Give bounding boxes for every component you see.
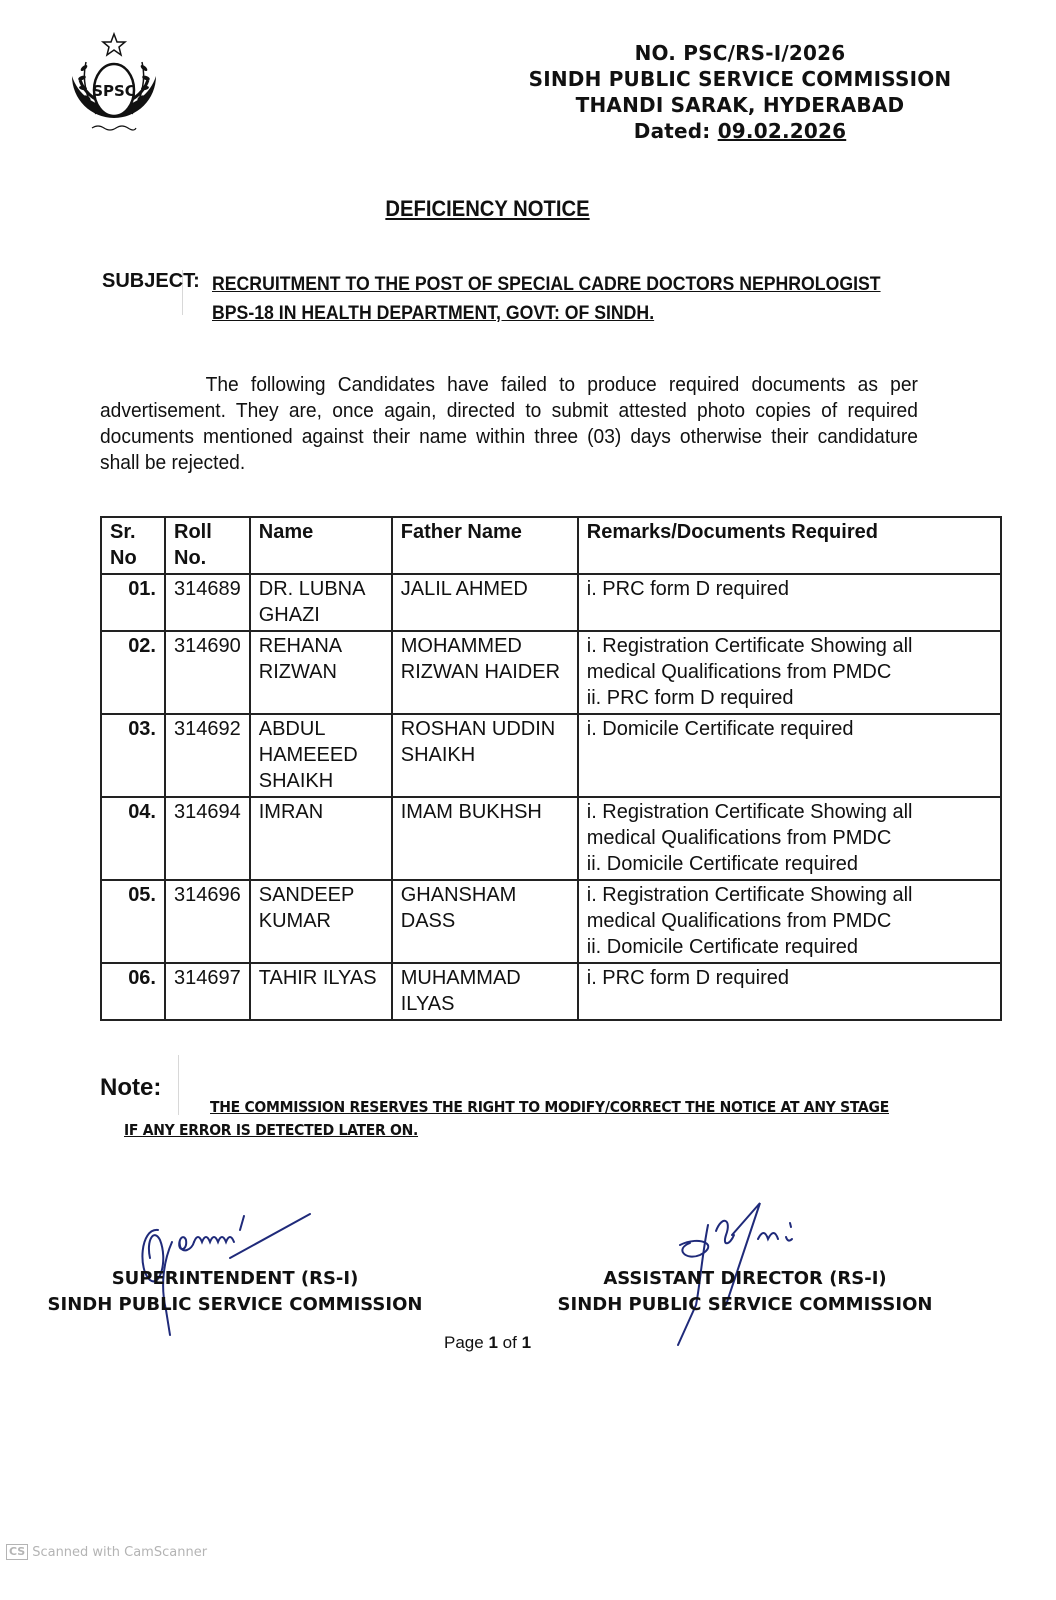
signatory-org: SINDH PUBLIC SERVICE COMMISSION — [557, 1294, 933, 1315]
cell-father: MUHAMMAD ILYAS — [392, 963, 578, 1020]
cell-roll: 314689 — [165, 574, 250, 631]
remark-line: ii. Domicile Certificate required — [586, 853, 858, 875]
date-value: 09.02.2026 — [717, 119, 847, 143]
cell-name: DR. LUBNA GHAZI — [250, 574, 392, 631]
superintendent-signature-block — [40, 1266, 430, 1318]
remark-line: i. PRC form D required — [586, 967, 790, 989]
cell-remarks — [578, 880, 1001, 963]
signatory-org: SINDH PUBLIC SERVICE COMMISSION — [47, 1294, 423, 1315]
remark-line: medical Qualifications from PMDC — [586, 910, 892, 932]
table-row — [101, 880, 1001, 963]
organization-address: THANDI SARAK, HYDERABAD — [575, 93, 905, 117]
table-header-row — [101, 517, 1001, 574]
header-remarks: Remarks/Documents Required — [578, 517, 1001, 574]
note-text-line-2: IF ANY ERROR IS DETECTED LATER ON. — [124, 1121, 419, 1139]
body-paragraph — [100, 372, 918, 476]
note-text-line-1: THE COMMISSION RESERVES THE RIGHT TO MODIFY/CORRECT THE NOTICE AT ANY STAGE — [210, 1098, 889, 1116]
header-name: Name — [250, 517, 392, 574]
scan-artifact — [178, 1055, 179, 1115]
cell-father: JALIL AHMED — [392, 574, 578, 631]
cell-name: SANDEEP KUMAR — [250, 880, 392, 963]
header-roll-no: Roll No. — [165, 517, 250, 574]
spsc-emblem-icon — [66, 32, 162, 142]
remark-line: ii. PRC form D required — [586, 687, 794, 709]
reference-number: NO. PSC/RS-I/2026 — [634, 41, 846, 65]
cell-sr: 05. — [101, 880, 165, 963]
subject-text: RECRUITMENT TO THE POST OF SPECIAL CADRE DOCTORS NEPHROLOGIST BPS-18 IN HEALTH DEPARTMENT, GOVT: OF SINDH. — [212, 274, 881, 324]
table-row — [101, 714, 1001, 797]
cell-remarks — [578, 714, 1001, 797]
cell-remarks — [578, 574, 1001, 631]
cell-sr: 04. — [101, 797, 165, 880]
body-text: The following Candidates have failed to produce required documents as per advertisement. They are, once again, directed to submit attested photo copies of required documents mentioned against their name within three (03) days otherwise their candidature shall be rejected. — [100, 374, 918, 474]
signatory-title: SUPERINTENDENT (RS-I) — [111, 1268, 359, 1289]
page-current: 1 — [488, 1333, 498, 1352]
cell-roll: 314694 — [165, 797, 250, 880]
cell-sr: 01. — [101, 574, 165, 631]
remark-line: medical Qualifications from PMDC — [586, 827, 892, 849]
cell-father: GHANSHAM DASS — [392, 880, 578, 963]
remark-line: i. Registration Certificate Showing all — [586, 884, 913, 906]
table-row — [101, 574, 1001, 631]
cell-father: ROSHAN UDDIN SHAIKH — [392, 714, 578, 797]
table-row — [101, 631, 1001, 714]
remark-line: i. PRC form D required — [586, 578, 790, 600]
cell-roll: 314690 — [165, 631, 250, 714]
cell-father: IMAM BUKHSH — [392, 797, 578, 880]
cell-sr: 06. — [101, 963, 165, 1020]
document-header — [520, 40, 960, 144]
header-father-name: Father Name — [392, 517, 578, 574]
cell-remarks — [578, 631, 1001, 714]
assistant-director-signature-block — [545, 1266, 945, 1318]
cell-name: ABDUL HAMEEED SHAIKH — [250, 714, 392, 797]
candidates-table — [100, 516, 1002, 1021]
page-of: of — [502, 1333, 517, 1352]
cell-sr: 02. — [101, 631, 165, 714]
note-label: Note: — [100, 1074, 162, 1101]
page-prefix: Page — [444, 1333, 484, 1352]
cell-remarks — [578, 797, 1001, 880]
date-label: Dated: — [633, 119, 711, 143]
cell-roll: 314692 — [165, 714, 250, 797]
cell-father: MOHAMMED RIZWAN HAIDER — [392, 631, 578, 714]
table-row — [101, 963, 1001, 1020]
remark-line: i. Domicile Certificate required — [586, 718, 854, 740]
cell-name: IMRAN — [250, 797, 392, 880]
cell-roll: 314697 — [165, 963, 250, 1020]
table-row — [101, 797, 1001, 880]
remark-line: ii. Domicile Certificate required — [586, 936, 858, 958]
cell-name: REHANA RIZWAN — [250, 631, 392, 714]
page-number — [444, 1333, 531, 1353]
signatory-title: ASSISTANT DIRECTOR (RS-I) — [603, 1268, 887, 1289]
subject-label: SUBJECT: — [102, 270, 200, 292]
page-title: DEFICIENCY NOTICE — [385, 196, 590, 221]
cell-remarks — [578, 963, 1001, 1020]
svg-text:SPSC: SPSC — [92, 82, 136, 100]
camscanner-watermark — [6, 1544, 207, 1560]
document-date — [520, 118, 960, 144]
page-total: 1 — [521, 1333, 532, 1352]
camscanner-logo-icon: CS — [6, 1544, 28, 1560]
cell-roll: 314696 — [165, 880, 250, 963]
remark-line: i. Registration Certificate Showing all — [586, 635, 913, 657]
header-sr-no: Sr. No — [101, 517, 165, 574]
watermark-text: Scanned with CamScanner — [32, 1544, 208, 1560]
remark-line: i. Registration Certificate Showing all — [586, 801, 913, 823]
organization-name: SINDH PUBLIC SERVICE COMMISSION — [528, 67, 952, 91]
cell-name: TAHIR ILYAS — [250, 963, 392, 1020]
remark-line: medical Qualifications from PMDC — [586, 661, 892, 683]
cell-sr: 03. — [101, 714, 165, 797]
